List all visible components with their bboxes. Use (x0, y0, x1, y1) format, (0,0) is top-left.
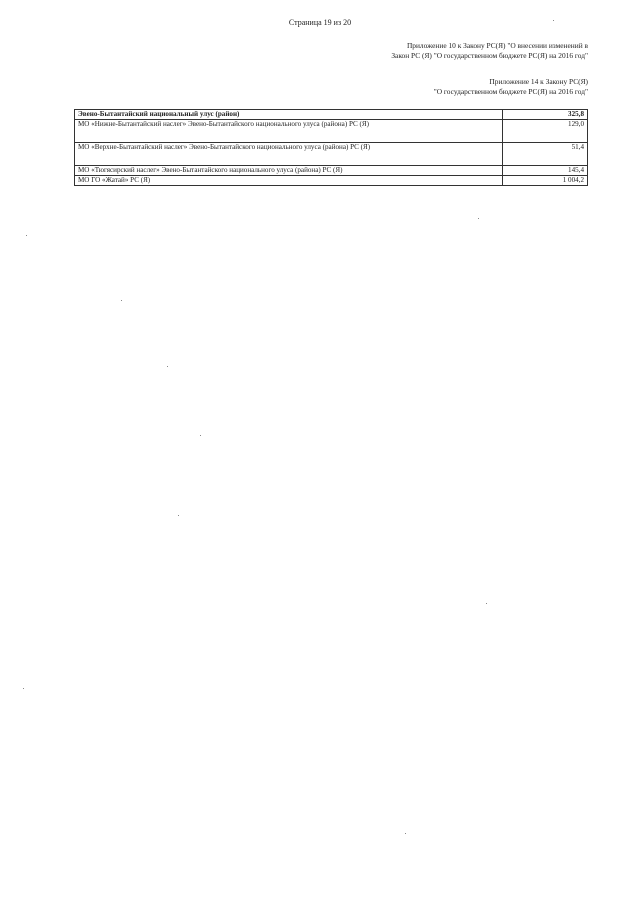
row-amount: 51,4 (503, 143, 588, 166)
appendix-amendment-line-1: Приложение 10 к Закону РС(Я) "О внесении изменений в (406, 41, 588, 50)
table-row (75, 143, 588, 166)
appendix-amendment-line-2: Закон РС (Я) "О государственном бюджете РС(Я) на 2016 год" (391, 51, 588, 60)
scan-speck (486, 603, 487, 604)
appendix-main-line-1: Приложение 14 к Закону РС(Я) (489, 77, 588, 86)
appendix-main-note (228, 77, 588, 97)
appendix-main-line-2: "О государственном бюджете РС(Я) на 2016 год" (433, 87, 588, 96)
table-row (75, 120, 588, 143)
row-name: МО «Верхне-Бытантайский наслег» Эвено-Бытантайского национального улуса (района) РС (Я) (75, 143, 503, 166)
row-name: МО «Тюгясирский наслег» Эвено-Бытантайского национального улуса (района) РС (Я) (75, 166, 503, 176)
scan-speck (26, 235, 27, 236)
row-amount: 145,4 (503, 166, 588, 176)
appendix-amendment-note (228, 41, 588, 61)
row-name: МО «Нижне-Бытантайский наслег» Эвено-Бытантайского национального улуса (района) РС (Я) (75, 120, 503, 143)
table-row (75, 176, 588, 186)
scan-speck (478, 218, 479, 219)
row-amount: 129,0 (503, 120, 588, 143)
budget-allocation-table (74, 109, 588, 186)
row-amount: 325,8 (503, 110, 588, 120)
row-name: Эвено-Бытантайский национальный улус (район) (75, 110, 503, 120)
scan-speck (23, 688, 24, 689)
page-number: Страница 19 из 20 (288, 18, 352, 27)
table-row (75, 166, 588, 176)
scan-speck (121, 300, 122, 301)
scan-speck (178, 515, 179, 516)
scan-speck (200, 435, 201, 436)
row-name: МО ГО «Жатай» РС (Я) (75, 176, 503, 186)
table-row (75, 110, 588, 120)
scan-speck (553, 20, 554, 21)
row-amount: 1 004,2 (503, 176, 588, 186)
scan-speck (405, 833, 406, 834)
scan-speck (167, 366, 168, 367)
